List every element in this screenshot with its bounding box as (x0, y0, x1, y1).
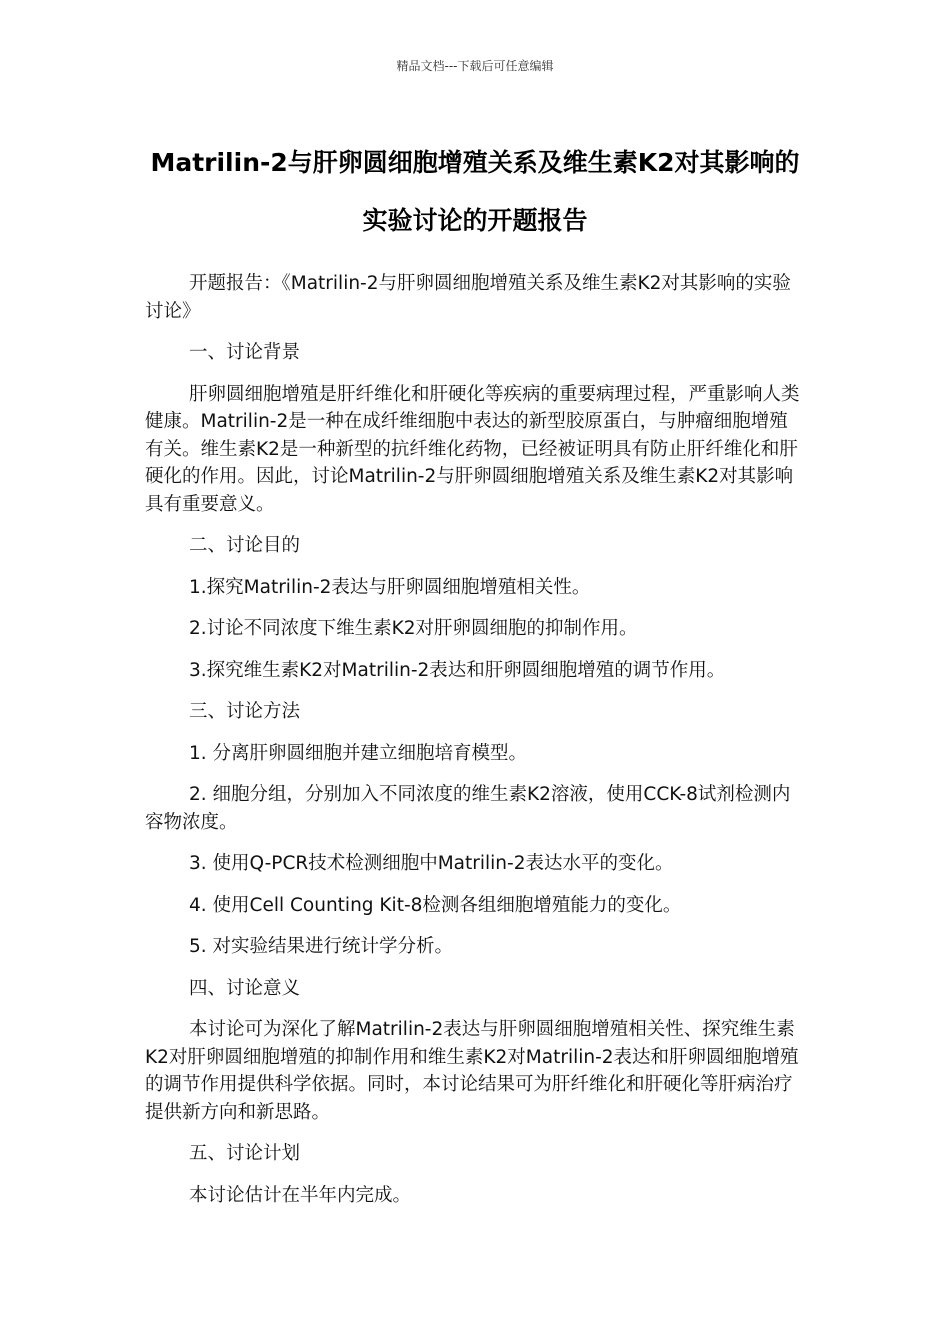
section-heading-methods: 三、讨论方法 (189, 701, 301, 722)
plan-paragraph: 本讨论估计在半年内完成。 (189, 1184, 412, 1206)
significance-paragraph: 本讨论可为深化了解Matrilin-2表达与肝卵圆细胞增殖相关性、探究维生素K2对肝卵圆细胞增殖的抑制作用和维生素K2对Matrilin-2表达和肝卵圆细胞增殖的调节作用提供科学依据。同时，本讨论结果可为肝纤维化和肝硬化等肝病治疗提供新方向和新思路。 (145, 1019, 799, 1123)
method-item: 1. 分离肝卵圆细胞并建立细胞培育模型。 (189, 742, 528, 764)
method-item: 5. 对实验结果进行统计学分析。 (189, 936, 454, 957)
intro-paragraph: 开题报告：《Matrilin-2与肝卵圆细胞增殖关系及维生素K2对其影响的实验讨论》 (145, 273, 791, 322)
background-paragraph: 肝卵圆细胞增殖是肝纤维化和肝硬化等疾病的重要病理过程，严重影响人类健康。Matrilin-2是一种在成纤维细胞中表达的新型胶原蛋白，与肿瘤细胞增殖有关。维生素K2是一种新型的抗纤维化药物，已经被证明具有防止肝纤维化和肝硬化的作用。因此，讨论Matrilin-2与肝卵圆细胞增殖关系及维生素K2对其影响具有重要意义。 (145, 383, 800, 515)
page-header-watermark: 精品文档---下载后可任意编辑 (396, 59, 554, 73)
section-heading-objectives: 二、讨论目的 (189, 535, 301, 556)
section-heading-plan: 五、讨论计划 (189, 1143, 301, 1164)
method-item: 2. 细胞分组，分别加入不同浓度的维生素K2溶液，使用CCK-8试剂检测内容物浓度。 (145, 784, 791, 833)
objective-item: 3.探究维生素K2对Matrilin-2表达和肝卵圆细胞增殖的调节作用。 (189, 659, 726, 681)
document-title: Matrilin-2与肝卵圆细胞增殖关系及维生素K2对其影响的实验讨论的开题报告 (150, 148, 800, 235)
document-body (145, 270, 805, 1223)
objective-item: 1.探究Matrilin-2表达与肝卵圆细胞增殖相关性。 (189, 576, 591, 598)
method-item: 3. 使用Q-PCR技术检测细胞中Matrilin-2表达水平的变化。 (189, 853, 674, 874)
objective-item: 2.讨论不同浓度下维生素K2对肝卵圆细胞的抑制作用。 (189, 618, 638, 639)
method-item: 4. 使用Cell Counting Kit-8检测各组细胞增殖能力的变化。 (189, 894, 682, 916)
section-heading-significance: 四、讨论意义 (189, 977, 301, 999)
section-heading-background: 一、讨论背景 (189, 342, 301, 363)
